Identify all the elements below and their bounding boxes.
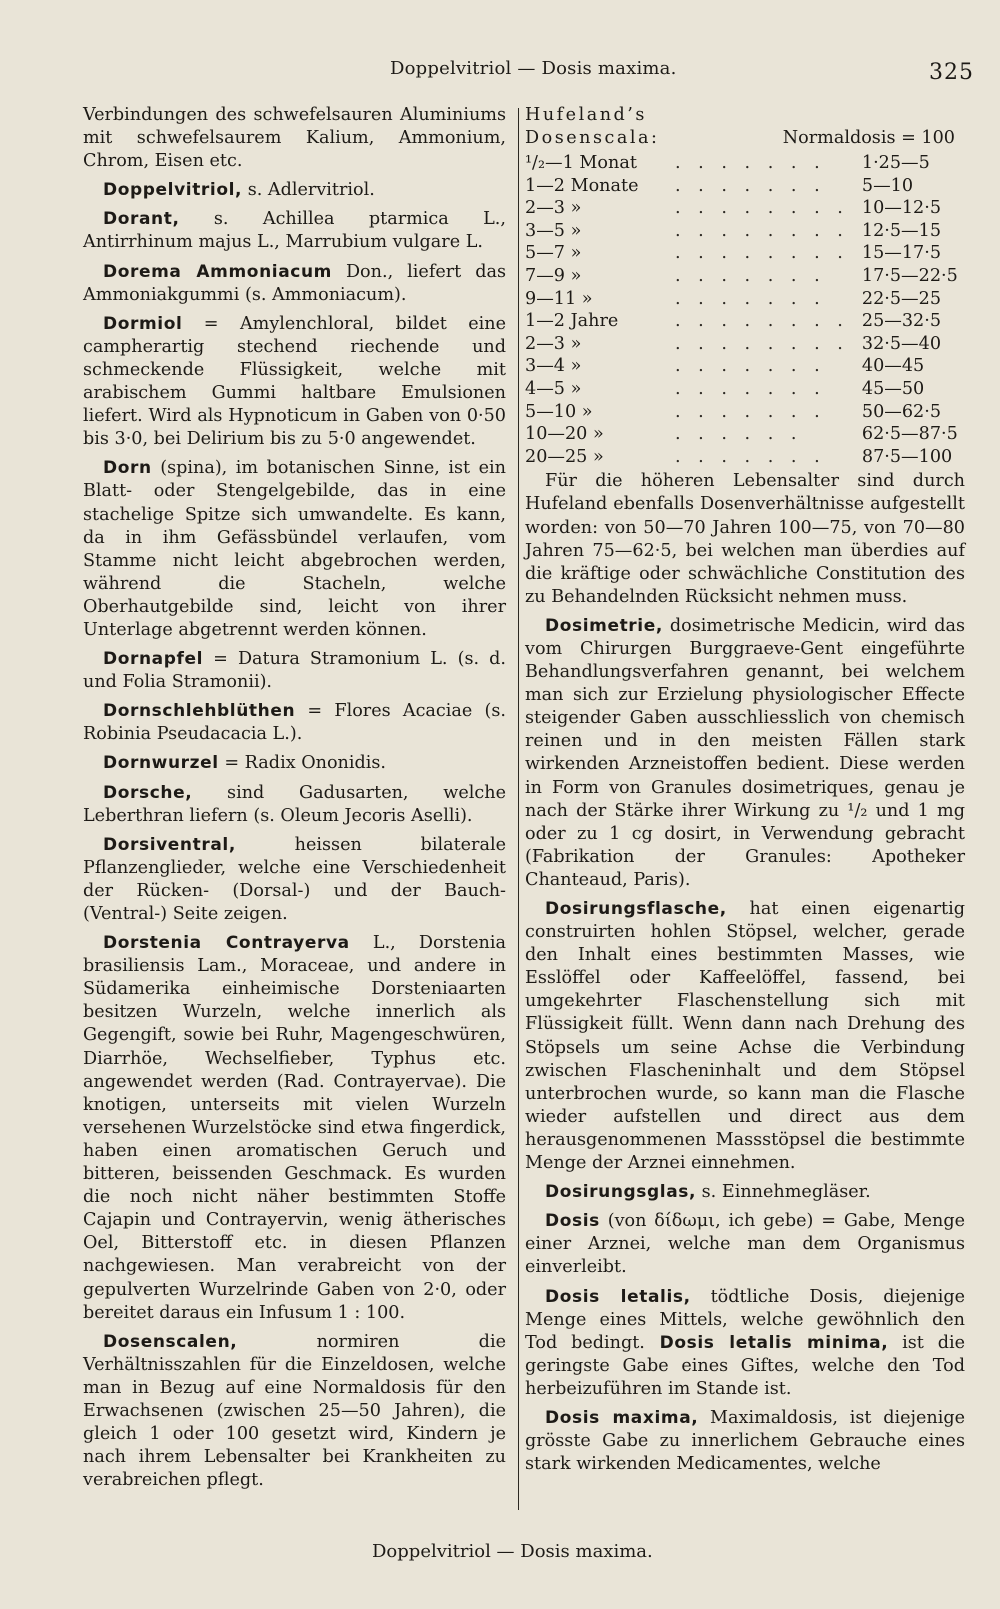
entry-headword: Dorstenia Contrayerva xyxy=(103,933,350,954)
scale-value: 12·5—15 xyxy=(861,220,942,241)
entry-text: (spina), im botanischen Sinne, ist ein Blatt- oder Stengelgebilde, das in eine stachelige Spitze sich umwandelte. Es kann, da in ihm Gefässbündel verlaufen, vom Stamme nicht leicht abgebrochen werden, während die Stacheln, welche Oberhautgebilde sind, leicht von ihrer Unterlage abgetrennt werden können. xyxy=(83,458,506,640)
entry-text: = Flores Acaciae (s. Robinia Pseudacacia L.). xyxy=(83,701,506,745)
scale-row xyxy=(525,333,965,356)
entry-text: Don., liefert das Ammoniakgummi (s. Ammoniacum). xyxy=(83,261,506,305)
entry-headword: Dosis letalis minima, xyxy=(644,1332,889,1353)
scale-value: 32·5—40 xyxy=(861,333,942,354)
scale-age: 10—20 » xyxy=(525,424,604,445)
entry-headword: Dosis maxima, xyxy=(545,1407,699,1428)
entry-text: normiren die Verhältnisszahlen für die Einzeldosen, welche man in Bezug auf eine Normaldosis für den Erwachsenen (zwischen 25—50 Jahren), die gleich 1 oder 100 gesetzt wird, Kindern je nach ihrem Lebensalter bei Krankheiten zu verabreichen pflegt. xyxy=(83,1331,506,1491)
scale-age: 3—5 » xyxy=(525,220,582,241)
scale-value: 5—10 xyxy=(861,175,914,196)
dose-scale-table xyxy=(525,152,965,468)
scale-age: ¹/₂—1 Monat xyxy=(525,153,637,173)
scale-value: 15—17·5 xyxy=(861,243,942,264)
scale-dot-leader: . . . . . . . . xyxy=(675,243,849,264)
dictionary-entry xyxy=(83,752,506,775)
scale-age: 2—3 » xyxy=(525,198,582,219)
dictionary-entry xyxy=(525,1286,965,1401)
entry-text: Verbindungen des schwefelsauren Aluminiums mit schwefelsaurem Kalium, Ammonium, Chrom, Eisen etc. xyxy=(83,105,506,172)
scale-age: 3—4 » xyxy=(525,356,582,377)
entry-text: = Radix Ononidis. xyxy=(218,753,387,774)
scale-age: 1—2 Jahre xyxy=(525,311,619,332)
scale-age: 7—9 » xyxy=(525,265,582,286)
entry-headword: Dornwurzel xyxy=(103,753,219,774)
entry-headword: Dornschlehblüthen xyxy=(103,701,296,722)
dictionary-entry xyxy=(83,261,506,307)
scale-value: 62·5—87·5 xyxy=(861,424,958,445)
dictionary-entry xyxy=(83,104,506,173)
scale-label-line2: Dosenscala: xyxy=(525,128,660,148)
dictionary-entry xyxy=(525,470,965,609)
scale-dot-leader: . . . . . . . xyxy=(675,378,826,399)
scale-row xyxy=(525,242,965,265)
dictionary-entry xyxy=(83,457,506,642)
scale-value: 10—12·5 xyxy=(861,198,942,219)
scale-dot-leader: . . . . . . xyxy=(675,424,803,445)
scale-row xyxy=(525,378,965,401)
scale-value: 22·5—25 xyxy=(861,288,942,309)
scale-dot-leader: . . . . . . . xyxy=(675,153,826,173)
scale-age: 9—11 » xyxy=(525,288,593,309)
entry-headword: Dosirungsglas, xyxy=(545,1182,697,1203)
scale-dot-leader: . . . . . . . xyxy=(675,265,826,286)
scale-label xyxy=(525,104,659,150)
left-column xyxy=(83,104,506,1498)
dictionary-entry xyxy=(83,834,506,926)
entry-text: s. Einnehmegläser. xyxy=(696,1182,871,1203)
scale-dot-leader: . . . . . . . . xyxy=(675,198,849,219)
scale-row xyxy=(525,355,965,378)
scale-age: 20—25 » xyxy=(525,446,604,467)
entry-text: dosimetrische Medicin, wird das vom Chirurgen Burggraeve-Gent eingeführte Behandlungsverfahren genannt, bei welchem man sich zur Erzielung physiologischer Effecte steigender Gaben ausschliesslich von chemisch reinen und in den meisten Fällen stark wirkenden Arzneistoffen bedient. Diese werden in Form von Granules dosimetriques, genau je nach der Stärke ihrer Wirkung zu ¹/₂ und 1 mg oder zu 1 cg dosirt, in Verwendung gebracht (Fabrikation der Granules: Apotheker Chanteaud, Paris). xyxy=(525,615,965,890)
entry-headword: Doppelvitriol, xyxy=(103,180,243,201)
scale-age: 4—5 » xyxy=(525,378,582,399)
scale-age: 1—2 Monate xyxy=(525,175,639,196)
scale-dot-leader: . . . . . . . xyxy=(675,446,826,467)
scale-row xyxy=(525,220,965,243)
scale-row xyxy=(525,401,965,424)
dictionary-entry xyxy=(83,1331,506,1493)
scale-row xyxy=(525,175,965,198)
entry-text: = Amylenchloral, bildet eine campherartig stechend riechende und schmeckende Flüssigkeit, welche mit arabischem Gummi haltbare Emulsionen liefert. Wird als Hypnoticum in Gaben von 0·50 bis 3·0, bei Delirium bis zu 5·0 angewendet. xyxy=(83,313,506,450)
scale-row xyxy=(525,446,965,469)
entry-text: s. Adlervitriol. xyxy=(242,180,375,201)
scale-dot-leader: . . . . . . . . xyxy=(675,333,849,354)
scale-normal-dose: Normaldosis = 100 xyxy=(782,128,955,148)
entry-headword: Dorn xyxy=(103,458,152,479)
scale-age: 5—7 » xyxy=(525,243,582,264)
entry-headword: Dormiol xyxy=(103,313,183,334)
scale-value: 17·5—22·5 xyxy=(861,265,958,286)
dictionary-entry xyxy=(83,313,506,452)
entry-text: Für die höheren Lebensalter sind durch Hufeland ebenfalls Dosenverhältnisse aufgestellt worden: von 50—70 Jahren 100—75, von 70—80 Jahren 75—62·5, bei welchen man überdies auf die kräftige oder schwächliche Constitution des zu Behandelnden Rücksicht nehmen muss. xyxy=(525,471,965,607)
dictionary-entry xyxy=(83,782,506,828)
scale-value: 25—32·5 xyxy=(861,311,942,332)
entry-text: ist die geringste Gabe eines Giftes, welche den Tod herbeizuführen im Stande ist. xyxy=(525,1332,966,1399)
entry-text: (von δίδωμι, ich gebe) = Gabe, Menge einer Arznei, welche man dem Organismus einverleibt. xyxy=(525,1211,965,1278)
scale-dot-leader: . . . . . . . xyxy=(675,288,826,309)
entry-headword: Dornapfel xyxy=(103,649,204,670)
page-number: 325 xyxy=(929,60,974,85)
scale-row xyxy=(525,423,965,446)
dictionary-entry xyxy=(525,898,965,1175)
scale-row xyxy=(525,310,965,333)
entry-headword: Dosirungsflasche, xyxy=(545,899,727,919)
scale-row xyxy=(525,197,965,220)
scale-row xyxy=(525,265,965,288)
dictionary-entry xyxy=(83,700,506,746)
scale-value: 45—50 xyxy=(861,378,925,399)
entry-text: L., Dorstenia brasiliensis Lam., Moraceae, und andere in Südamerika einheimische Dorsteniaarten besitzen Wurzeln, welche innerlich als Gegengift, sowie bei Ruhr, Magengeschwüren, Diarrhöe, Wechselfieber, Typhus etc. angewendet werden (Rad. Contrayervae). Die knotigen, unterseits mit vielen Wurzeln versehenen Wurzelstöcke sind etwa fingerdick, haben einen aromatischen Geruch und bitteren, beissenden Geschmack. Es wurden die noch nicht näher bestimmten Stoffe Cajapin und Contrayervin, wenig ätherisches Oel, Bitterstoff etc. in diesen Pflanzen nachgewiesen. Man verabreicht von der gepulverten Wurzelrinde Gaben von 2·0, oder bereitet daraus ein Infusum 1 : 100. xyxy=(83,933,506,1323)
scale-dot-leader: . . . . . . . xyxy=(675,401,826,422)
right-column xyxy=(525,104,965,1482)
scale-age: 2—3 » xyxy=(525,333,582,354)
entry-text: hat einen eigenartig construirten hohlen Stöpsel, welcher, gerade den Inhalt eines bestimmten Masses, wie Esslöffel oder Kaffeelöffel, fassend, bei umgekehrter Flaschenstellung sich mit Flüssigkeit füllt. Wenn dann nach Drehung des Stöpsels um seine Achse die Verbindung zwischen Flascheninhalt und dem Stöpsel unterbrochen wurde, so kann man die Flasche wieder aufstellen und direct aus dem herausgenommenen Massstöpsel die bestimmte Menge der Arznei einnehmen. xyxy=(525,899,965,1174)
scale-dot-leader: . . . . . . . . xyxy=(675,220,849,241)
scale-dot-leader: . . . . . . . xyxy=(675,175,826,196)
entry-headword: Dosenscalen, xyxy=(103,1331,238,1352)
dictionary-entry xyxy=(83,648,506,694)
entry-headword: Dosis letalis, xyxy=(545,1286,691,1307)
running-header xyxy=(0,58,1000,84)
entry-text: = Datura Stramonium L. (s. d. und Folia Stramonii). xyxy=(83,649,506,693)
dictionary-entry xyxy=(525,615,965,892)
entry-text: Maximaldosis, ist diejenige grösste Gabe zu innerlichem Gebrauche eines stark wirkenden Medicamentes, welche xyxy=(525,1407,965,1475)
scale-value: 50—62·5 xyxy=(861,401,942,422)
scale-row xyxy=(525,288,965,311)
dictionary-entry xyxy=(83,932,506,1325)
scale-heading xyxy=(525,104,965,152)
scale-value: 87·5—100 xyxy=(861,446,953,467)
entry-text: heissen bilaterale Pflanzenglieder, welche eine Verschiedenheit der Rücken- (Dorsal-) und der Bauch- (Ventral-) Seite zeigen. xyxy=(83,834,506,924)
entry-headword: Dorsiventral, xyxy=(103,834,236,855)
running-footer: Doppelvitriol — Dosis maxima. xyxy=(372,1541,653,1562)
dictionary-entry xyxy=(525,1181,965,1204)
entry-text: s. Achillea ptarmica L., Antirrhinum majus L., Marrubium vulgare L. xyxy=(83,209,506,253)
header-title: Doppelvitriol — Dosis maxima. xyxy=(390,58,677,79)
entry-text: sind Gadusarten, welche Leberthran liefern (s. Oleum Jecoris Aselli). xyxy=(83,782,506,826)
scale-dot-leader: . . . . . . . . xyxy=(675,311,849,332)
entry-headword: Dosimetrie, xyxy=(545,615,663,636)
entry-text: tödtliche Dosis, diejenige Menge eines Mittels, welche gewöhnlich den Tod bedingt. xyxy=(525,1286,965,1353)
dictionary-entry xyxy=(83,208,506,254)
dictionary-entry xyxy=(525,1407,965,1476)
entry-headword: Dorema Ammoniacum xyxy=(103,261,332,282)
scale-value: 40—45 xyxy=(861,356,925,377)
scale-age: 5—10 » xyxy=(525,401,593,422)
scale-value: 1·25—5 xyxy=(861,153,930,173)
scale-label-line1: Hufeland’s xyxy=(525,105,647,125)
scale-row xyxy=(525,152,965,175)
dictionary-entry xyxy=(83,179,506,202)
entry-headword: Dorsche, xyxy=(103,782,193,803)
scale-dot-leader: . . . . . . . xyxy=(675,356,826,377)
dictionary-entry xyxy=(525,1210,965,1279)
column-divider xyxy=(518,108,519,1510)
entry-headword: Dosis xyxy=(545,1211,600,1232)
entry-headword: Dorant, xyxy=(103,209,180,230)
